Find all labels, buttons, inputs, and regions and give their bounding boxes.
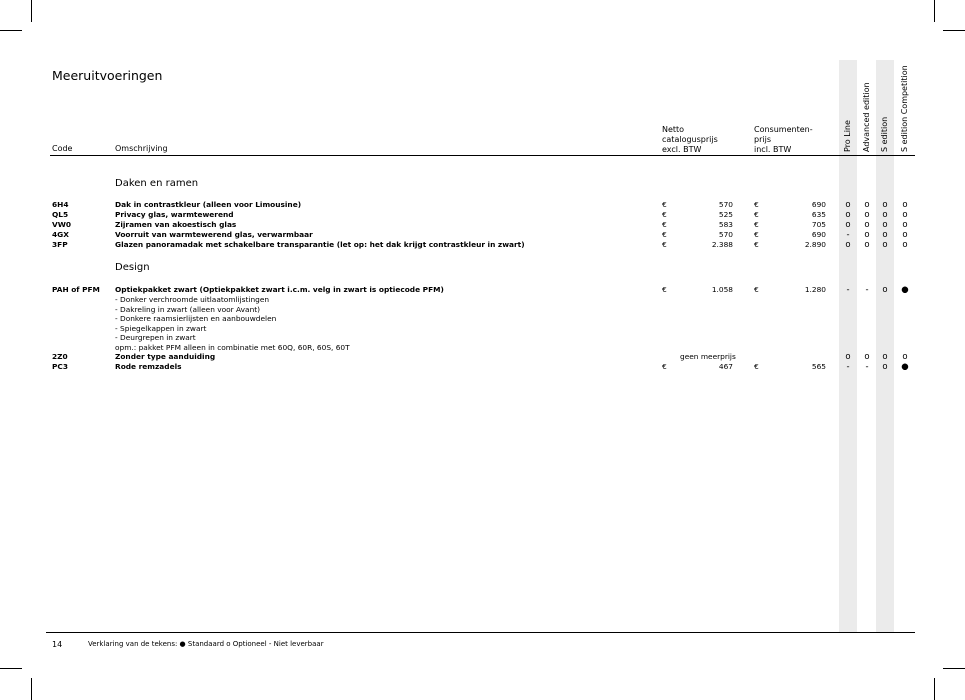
availability-s-competition: o (902, 230, 908, 240)
section-title: Design (115, 262, 150, 273)
symbol-legend: Verklaring van de tekens: ● Standaard o Optioneel - Niet leverbaar (88, 640, 324, 648)
header-model-pro-line: Pro Line (843, 120, 852, 152)
availability-pro-line: o (845, 210, 851, 220)
availability-advanced: - (865, 362, 869, 372)
crop-mark (0, 668, 22, 669)
row-code: PC3 (52, 362, 68, 371)
header-description: Omschrijving (115, 144, 168, 153)
row-description: Privacy glas, warmtewerend (115, 210, 234, 219)
row-description: Optiekpakket zwart (Optiekpakket zwart i.c.m. velg in zwart is optiecode PFM) (115, 285, 444, 294)
euro-sign: € (662, 230, 667, 239)
table-row (0, 230, 965, 240)
availability-pro-line: o (845, 200, 851, 210)
euro-sign: € (754, 230, 759, 239)
row-detail-text: opm.: pakket PFM alleen in combinatie met 60Q, 60R, 60S, 60T (115, 343, 350, 352)
euro-sign: € (754, 362, 759, 371)
header-netto-line: catalogusprijs (662, 135, 718, 144)
netto-price: 583 (718, 220, 733, 229)
availability-advanced: o (864, 230, 870, 240)
page-title: Meeruitvoeringen (52, 68, 163, 83)
availability-advanced: - (865, 285, 869, 295)
header-model-s-edition-competition: S edition Competition (900, 65, 909, 152)
row-description: Zonder type aanduiding (115, 352, 216, 361)
row-detail-text: - Dakreling in zwart (alleen voor Avant) (115, 305, 261, 314)
table-row-detail (0, 295, 965, 305)
header-netto (662, 125, 718, 155)
row-description: Glazen panoramadak met schakelbare transparantie (let op: het dak krijgt contrastkleur in zwart) (115, 240, 525, 249)
euro-sign: € (754, 200, 759, 209)
availability-pro-line: o (845, 240, 851, 250)
section-title: Daken en ramen (115, 178, 199, 189)
crop-mark (943, 668, 965, 669)
availability-s-edition: o (882, 230, 888, 240)
consumer-price: 705 (811, 220, 826, 229)
header-model-advanced-edition: Advanced edition (862, 82, 871, 152)
table-row-detail (0, 314, 965, 324)
euro-sign: € (662, 210, 667, 219)
netto-price: 467 (718, 362, 733, 371)
availability-s-competition: o (902, 240, 908, 250)
availability-s-competition: o (902, 352, 908, 362)
header-consument-line: Consumenten- (754, 125, 813, 134)
consumer-price: 690 (811, 230, 826, 239)
availability-s-edition: o (882, 352, 888, 362)
header-model-s-edition: S edition (880, 116, 889, 152)
availability-s-edition: o (882, 220, 888, 230)
availability-advanced: o (864, 200, 870, 210)
availability-pro-line: o (845, 352, 851, 362)
row-code: 4GX (52, 230, 69, 239)
row-detail-text: - Donker verchroomde uitlaatomlijstingen (115, 295, 270, 304)
availability-pro-line: - (846, 285, 850, 295)
row-code: VW0 (52, 220, 72, 229)
consumer-price: 2.890 (804, 240, 826, 249)
availability-s-competition: o (902, 200, 908, 210)
availability-s-edition: o (882, 210, 888, 220)
availability-advanced: o (864, 210, 870, 220)
table-row (0, 210, 965, 220)
row-code: PAH of PFM (52, 285, 100, 294)
table-row (0, 240, 965, 250)
crop-mark (934, 678, 935, 700)
availability-pro-line: - (846, 362, 850, 372)
header-netto-line: Netto (662, 125, 685, 134)
availability-s-competition: o (902, 220, 908, 230)
availability-pro-line: - (846, 230, 850, 240)
availability-s-edition: o (882, 362, 888, 372)
row-description: Rode remzadels (115, 362, 182, 371)
table-row (0, 285, 965, 295)
footer-rule (46, 632, 915, 633)
crop-mark (934, 0, 935, 22)
row-description: Dak in contrastkleur (alleen voor Limousine) (115, 200, 302, 209)
header-consument-line: prijs (754, 135, 771, 144)
euro-sign: € (662, 285, 667, 294)
consumer-price: 635 (811, 210, 826, 219)
crop-mark (0, 30, 22, 31)
header-netto-line: excl. BTW (662, 145, 702, 154)
table-row (0, 220, 965, 230)
netto-price: 2.388 (711, 240, 733, 249)
table-row (0, 200, 965, 210)
header-consumentenprijs (754, 125, 813, 155)
header-rule (50, 155, 915, 156)
netto-price: 570 (718, 200, 733, 209)
crop-mark (943, 30, 965, 31)
availability-s-edition: o (882, 240, 888, 250)
euro-sign: € (662, 362, 667, 371)
table-row-detail (0, 333, 965, 343)
euro-sign: € (662, 220, 667, 229)
table-row (0, 352, 965, 362)
availability-s-competition: o (902, 210, 908, 220)
row-description: Zijramen van akoestisch glas (115, 220, 237, 229)
row-code: 6H4 (52, 200, 69, 209)
header-consument-line: incl. BTW (754, 145, 792, 154)
availability-s-edition: o (882, 200, 888, 210)
row-detail-text: - Spiegelkappen in zwart (115, 324, 207, 333)
row-detail-text: - Donkere raamsierlijsten en aanbouwdelen (115, 314, 277, 323)
header-code: Code (52, 144, 73, 153)
row-description: Voorruit van warmtewerend glas, verwarmbaar (115, 230, 313, 239)
crop-mark (31, 678, 32, 700)
consumer-price: 565 (811, 362, 826, 371)
consumer-price: 1.280 (804, 285, 826, 294)
price-note: geen meerprijs (680, 352, 736, 361)
netto-price: 570 (718, 230, 733, 239)
euro-sign: € (754, 240, 759, 249)
availability-s-competition: ● (901, 362, 909, 372)
netto-price: 525 (718, 210, 733, 219)
availability-s-edition: o (882, 285, 888, 295)
availability-s-competition: ● (901, 285, 909, 295)
availability-pro-line: o (845, 220, 851, 230)
euro-sign: € (754, 220, 759, 229)
euro-sign: € (662, 240, 667, 249)
euro-sign: € (754, 210, 759, 219)
consumer-price: 690 (811, 200, 826, 209)
availability-advanced: o (864, 220, 870, 230)
row-code: QL5 (52, 210, 69, 219)
euro-sign: € (754, 285, 759, 294)
availability-advanced: o (864, 352, 870, 362)
table-row (0, 362, 965, 372)
availability-advanced: o (864, 240, 870, 250)
crop-mark (31, 0, 32, 22)
netto-price: 1.058 (711, 285, 733, 294)
euro-sign: € (662, 200, 667, 209)
row-code: 2Z0 (52, 352, 68, 361)
row-detail-text: - Deurgrepen in zwart (115, 333, 196, 342)
row-code: 3FP (52, 240, 68, 249)
page-number: 14 (52, 640, 63, 649)
